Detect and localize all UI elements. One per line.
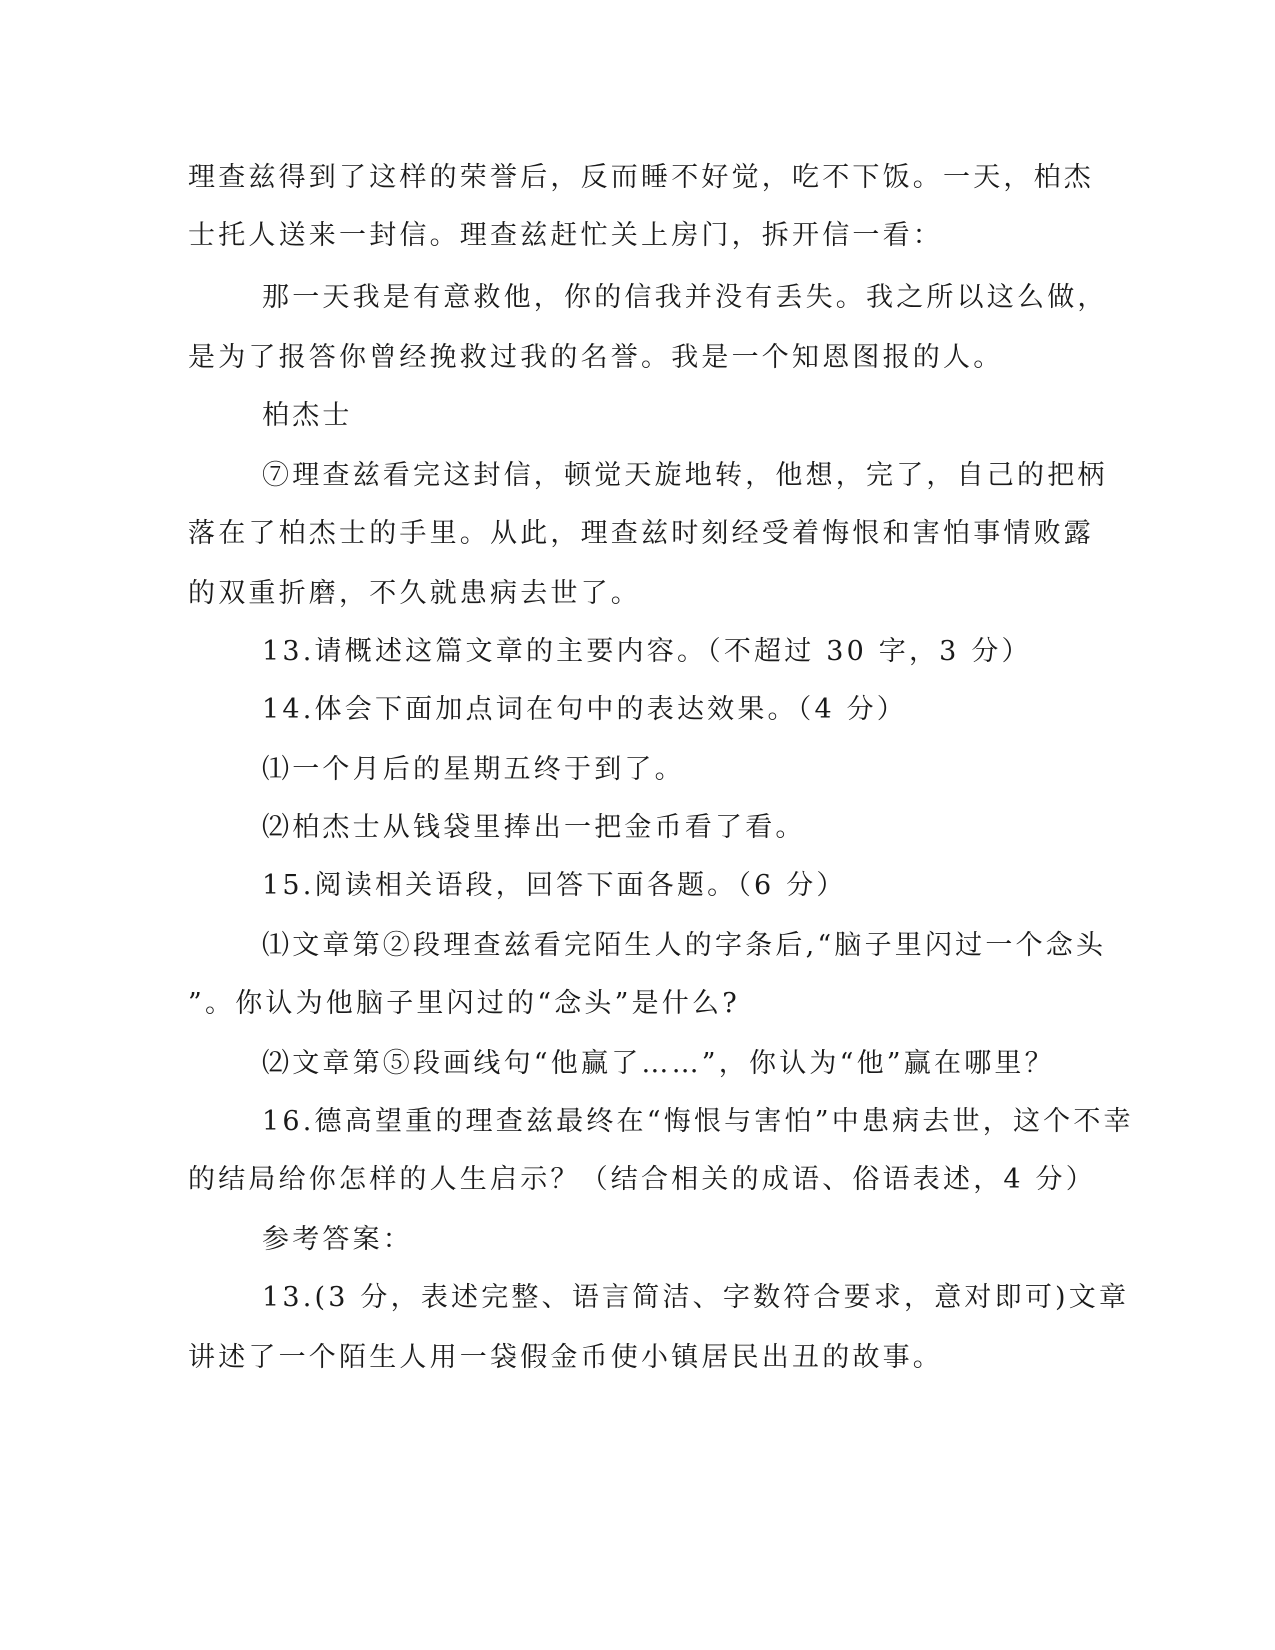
letter-signature: 柏杰士 [262,400,353,431]
paragraph-7-line-2: 落在了柏杰士的手里。从此，理查兹时刻经受着悔恨和害怕事情败露 [188,518,1094,549]
text-line-2: 士托人送来一封信。理查兹赶忙关上房门，拆开信一看： [188,220,943,251]
question-14: 14.体会下面加点词在句中的表达效果。（4 分） [262,694,907,725]
question-15-item-1-line-2: ”。你认为他脑子里闪过的“念头”是什么? [188,988,740,1019]
question-15-item-1-line-1: ⑴文章第②段理查兹看完陌生人的字条后,“脑子里闪过一个念头 [262,930,1107,961]
question-14-item-1: ⑴一个月后的星期五终于到了。 [262,754,685,785]
text-line-1: 理查兹得到了这样的荣誉后，反而睡不好觉，吃不下饭。一天，柏杰 [188,162,1094,193]
answer-13-line-1: 13.(3 分，表述完整、语言简洁、字数符合要求，意对即可)文章 [262,1282,1130,1313]
question-15: 15.阅读相关语段，回答下面各题。（6 分） [262,870,847,901]
question-16-line-1: 16.德高望重的理查兹最终在“悔恨与害怕”中患病去世，这个不幸 [262,1106,1134,1137]
letter-line-2: 是为了报答你曾经挽救过我的名誉。我是一个知恩图报的人。 [188,342,1004,373]
answer-13-line-2: 讲述了一个陌生人用一袋假金币使小镇居民出丑的故事。 [188,1342,943,1373]
question-15-item-2: ⑵文章第⑤段画线句“他赢了……”，你认为“他”赢在哪里？ [262,1048,1055,1079]
question-13: 13.请概述这篇文章的主要内容。（不超过 30 字，3 分） [262,636,1032,667]
paragraph-7-line-1: ⑦理查兹看完这封信，顿觉天旋地转，他想，完了，自己的把柄 [262,460,1108,491]
paragraph-7-line-3: 的双重折磨，不久就患病去世了。 [188,578,641,609]
question-16-line-2: 的结局给你怎样的人生启示？（结合相关的成语、俗语表述，4 分） [188,1164,1096,1195]
answer-heading: 参考答案： [262,1224,413,1255]
letter-line-1: 那一天我是有意救他，你的信我并没有丢失。我之所以这么做， [262,282,1108,313]
question-14-item-2: ⑵柏杰士从钱袋里捧出一把金币看了看。 [262,812,806,843]
